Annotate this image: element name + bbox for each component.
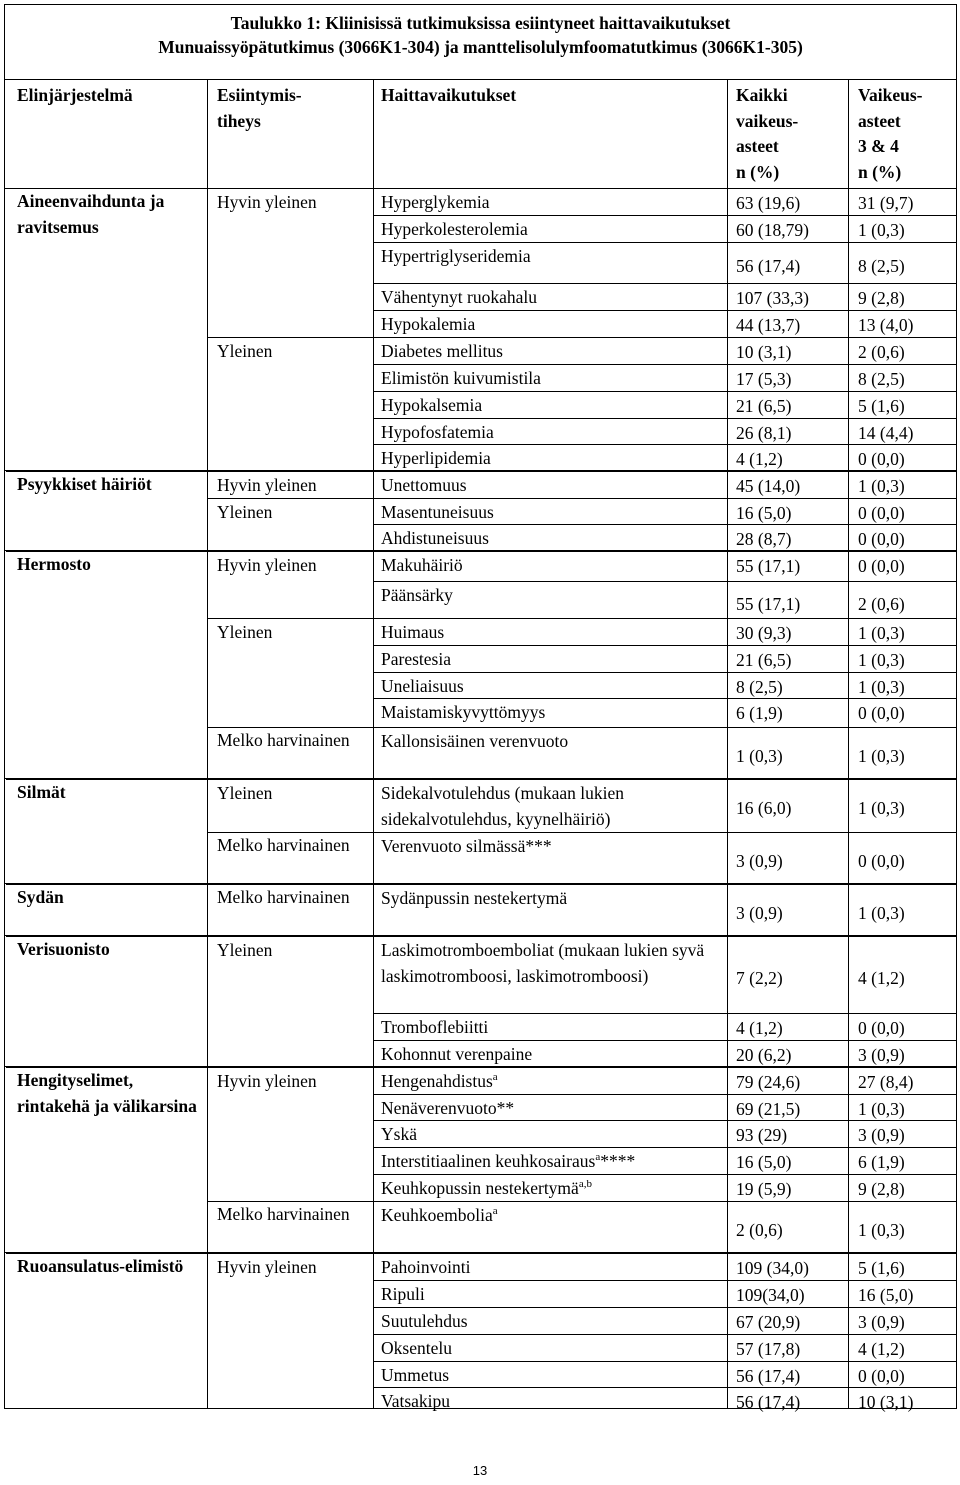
all-grades-value: 109 (34,0) <box>736 1258 809 1278</box>
all-grades-value: 93 (29) <box>736 1125 788 1145</box>
all-grades-value: 56 (17,4) <box>736 256 801 276</box>
organ-system-cell: Psyykkiset häiriöt <box>17 474 152 494</box>
grade-3-4-value: 31 (9,7) <box>858 193 914 213</box>
adverse-effect-cell: Uneliaisuus <box>381 676 464 696</box>
frequency-cell: Hyvin yleinen <box>217 1257 317 1277</box>
adverse-effect-cell: Sidekalvotulehdus (mukaan lukien sidekalvotulehdus, kyynelhäiriö) <box>381 783 625 829</box>
adverse-effect-cell <box>381 1176 721 1202</box>
row-rule <box>6 779 956 780</box>
adverse-effect-cell: Hypertriglyseridemia <box>381 246 531 266</box>
column-rule <box>373 80 374 1408</box>
header-freq-line: Esiintymis- <box>217 85 302 105</box>
organ-system-cell: Ruoansulatus-elimistö <box>17 1256 184 1276</box>
header-all-line: Kaikki <box>736 85 788 105</box>
all-grades-value: 63 (19,6) <box>736 193 801 213</box>
row-rule <box>208 727 956 728</box>
column-rule <box>848 80 849 1408</box>
header-system <box>17 83 197 109</box>
frequency-cell: Yleinen <box>217 940 273 960</box>
grade-3-4-value: 1 (0,3) <box>858 903 905 923</box>
grade-3-4-value: 0 (0,0) <box>858 703 905 723</box>
adverse-effect-cell: Nenäverenvuoto** <box>381 1098 515 1118</box>
adverse-effect-cell: Laskimotromboemboliat (mukaan lukien syvä laskimotromboosi, laskimotromboosi) <box>381 940 705 986</box>
adverse-effect-cell: Elimistön kuivumistila <box>381 368 541 388</box>
frequency-cell: Melko harvinainen <box>217 835 350 855</box>
header-effect <box>381 83 721 109</box>
frequency-cell: Yleinen <box>217 622 273 642</box>
organ-system-cell: Hermosto <box>17 554 91 574</box>
adverse-effect-cell: Maistamiskyvyttömyys <box>381 702 546 722</box>
frequency-cell: Hyvin yleinen <box>217 555 317 575</box>
row-rule <box>374 444 956 445</box>
grade-3-4-value: 9 (2,8) <box>858 1179 905 1199</box>
grade-3-4-value: 1 (0,3) <box>858 220 905 240</box>
all-grades-value: 4 (1,2) <box>736 449 783 469</box>
header-grade-line: 3 & 4 <box>858 136 899 156</box>
grade-3-4-value: 5 (1,6) <box>858 396 905 416</box>
row-rule <box>6 936 956 937</box>
row-rule <box>374 1174 956 1175</box>
row-rule <box>374 698 956 699</box>
frequency-cell: Yleinen <box>217 783 273 803</box>
row-rule <box>374 391 956 392</box>
all-grades-value: 21 (6,5) <box>736 396 792 416</box>
adverse-effect-cell: Makuhäiriö <box>381 555 463 575</box>
row-rule <box>6 551 956 552</box>
grade-3-4-value: 27 (8,4) <box>858 1072 914 1092</box>
adverse-effect-cell: Sydänpussin nestekertymä <box>381 888 568 908</box>
adverse-effect-cell <box>381 1069 721 1095</box>
adverse-effect-cell: Parestesia <box>381 649 451 669</box>
effect-name: Hengenahdistus <box>381 1071 493 1091</box>
row-rule <box>374 418 956 419</box>
adverse-effect-cell: Diabetes mellitus <box>381 341 503 361</box>
row-rule <box>208 498 956 499</box>
grade-3-4-value: 3 (0,9) <box>858 1312 905 1332</box>
all-grades-value: 21 (6,5) <box>736 650 792 670</box>
row-rule <box>6 884 956 885</box>
grade-3-4-value: 1 (0,3) <box>858 1099 905 1119</box>
grade-3-4-value: 5 (1,6) <box>858 1258 905 1278</box>
row-rule <box>6 1253 956 1254</box>
all-grades-value: 60 (18,79) <box>736 220 809 240</box>
grade-3-4-value: 8 (2,5) <box>858 369 905 389</box>
row-rule <box>208 618 956 619</box>
row-rule <box>374 1147 956 1148</box>
grade-3-4-value: 10 (3,1) <box>858 1392 914 1412</box>
organ-system-cell: Silmät <box>17 782 66 802</box>
all-grades-value: 30 (9,3) <box>736 623 792 643</box>
all-grades-value: 16 (6,0) <box>736 798 792 818</box>
frequency-cell: Melko harvinainen <box>217 730 350 750</box>
adverse-effect-cell <box>381 1149 721 1175</box>
row-rule <box>374 672 956 673</box>
all-grades-value: 45 (14,0) <box>736 476 801 496</box>
grade-3-4-value: 2 (0,6) <box>858 593 905 614</box>
effect-name: Keuhkopussin nestekertymä <box>381 1178 579 1198</box>
all-grades-value: 67 (20,9) <box>736 1312 801 1332</box>
row-rule <box>6 1067 956 1068</box>
row-rule <box>208 337 956 338</box>
grade-3-4-value: 16 (5,0) <box>858 1285 914 1305</box>
row-rule <box>374 645 956 646</box>
row-rule <box>374 364 956 365</box>
all-grades-value: 16 (5,0) <box>736 503 792 523</box>
all-grades-value: 7 (2,2) <box>736 967 783 988</box>
header-grade <box>858 83 958 185</box>
grade-3-4-value: 1 (0,3) <box>858 746 905 766</box>
all-grades-value: 1 (0,3) <box>736 746 783 766</box>
all-grades-value: 4 (1,2) <box>736 1018 783 1038</box>
frequency-cell: Yleinen <box>217 341 273 361</box>
header-effect-line: Haittavaikutukset <box>381 85 517 105</box>
all-grades-value: 55 (17,1) <box>736 593 801 614</box>
adverse-effect-cell: Vatsakipu <box>381 1391 451 1411</box>
adverse-effect-cell: Huimaus <box>381 622 445 642</box>
adverse-effect-cell: Yskä <box>381 1124 417 1144</box>
all-grades-value: 28 (8,7) <box>736 529 792 549</box>
grade-3-4-value: 4 (1,2) <box>858 1339 905 1359</box>
organ-system-cell: Aineenvaihdunta ja ravitsemus <box>17 191 165 237</box>
header-all-line: n (%) <box>736 161 780 182</box>
all-grades-value: 107 (33,3) <box>736 288 809 308</box>
grade-3-4-value: 3 (0,9) <box>858 1045 905 1065</box>
header-freq <box>217 83 367 134</box>
header-rule <box>5 188 956 189</box>
grade-3-4-value: 6 (1,9) <box>858 1152 905 1172</box>
adverse-effect-cell: Oksentelu <box>381 1338 452 1358</box>
row-rule <box>374 524 956 525</box>
grade-3-4-value: 13 (4,0) <box>858 315 914 335</box>
all-grades-value: 56 (17,4) <box>736 1366 801 1386</box>
page-number: 13 <box>472 1463 488 1478</box>
row-rule <box>374 1387 956 1388</box>
all-grades-value: 19 (5,9) <box>736 1179 792 1199</box>
row-rule <box>374 1307 956 1308</box>
footnote-marker: a,b <box>578 1178 592 1191</box>
row-rule <box>374 581 956 582</box>
all-grades-value: 79 (24,6) <box>736 1072 801 1092</box>
grade-3-4-value: 0 (0,0) <box>858 1366 905 1386</box>
adverse-effect-cell: Masentuneisuus <box>381 502 494 522</box>
adverse-effect-cell: Pahoinvointi <box>381 1257 471 1277</box>
adverse-effect-cell: Hypokalemia <box>381 314 476 334</box>
organ-system-cell: Verisuonisto <box>17 939 110 959</box>
adverse-effect-cell: Kallonsisäinen verenvuoto <box>381 731 569 751</box>
adverse-effect-cell: Päänsärky <box>381 585 453 605</box>
adverse-effect-cell: Vähentynyt ruokahalu <box>381 287 537 307</box>
header-freq-line: tiheys <box>217 110 261 131</box>
all-grades-value: 56 (17,4) <box>736 1392 801 1412</box>
grade-3-4-value: 3 (0,9) <box>858 1125 905 1145</box>
organ-system-cell: Sydän <box>17 887 64 907</box>
adverse-effect-cell: Ripuli <box>381 1284 425 1304</box>
row-rule <box>374 242 956 243</box>
organ-system-cell: Hengityselimet, rintakehä ja välikarsina <box>17 1070 197 1116</box>
row-rule <box>374 1013 956 1014</box>
frequency-cell: Hyvin yleinen <box>217 475 317 495</box>
all-grades-value: 109(34,0) <box>736 1285 805 1305</box>
row-rule <box>374 1361 956 1362</box>
all-grades-value: 57 (17,8) <box>736 1339 801 1359</box>
grade-3-4-value: 0 (0,0) <box>858 529 905 549</box>
row-rule <box>374 215 956 216</box>
all-grades-value: 69 (21,5) <box>736 1099 801 1119</box>
grade-3-4-value: 1 (0,3) <box>858 798 905 818</box>
footnote-marker: a <box>492 1205 498 1218</box>
all-grades-value: 20 (6,2) <box>736 1045 792 1065</box>
footnote-marker: a <box>492 1071 498 1084</box>
all-grades-value: 10 (3,1) <box>736 342 792 362</box>
all-grades-value: 17 (5,3) <box>736 369 792 389</box>
grade-3-4-value: 9 (2,8) <box>858 288 905 308</box>
grade-3-4-value: 2 (0,6) <box>858 342 905 362</box>
row-rule <box>208 1201 956 1202</box>
footnote-asterisks: **** <box>600 1151 636 1171</box>
frequency-cell: Hyvin yleinen <box>217 192 317 212</box>
all-grades-value: 55 (17,1) <box>736 556 801 576</box>
row-rule <box>208 832 956 833</box>
grade-3-4-value: 0 (0,0) <box>858 851 905 871</box>
grade-3-4-value: 14 (4,4) <box>858 423 914 443</box>
row-rule <box>374 283 956 284</box>
header-grade-line: asteet <box>858 110 901 131</box>
frequency-cell: Yleinen <box>217 502 273 522</box>
header-all <box>736 83 846 185</box>
all-grades-value: 6 (1,9) <box>736 703 783 723</box>
adverse-effect-cell: Ummetus <box>381 1365 450 1385</box>
effect-name: Keuhkoembolia <box>381 1205 493 1225</box>
grade-3-4-value: 1 (0,3) <box>858 650 905 670</box>
grade-3-4-value: 4 (1,2) <box>858 967 905 988</box>
row-rule <box>374 1040 956 1041</box>
frequency-cell: Melko harvinainen <box>217 1204 350 1224</box>
all-grades-value: 2 (0,6) <box>736 1220 783 1240</box>
adverse-effect-cell: Hypofosfatemia <box>381 422 494 442</box>
grade-3-4-value: 0 (0,0) <box>858 1018 905 1038</box>
all-grades-value: 16 (5,0) <box>736 1152 792 1172</box>
adverse-effect-cell <box>381 1203 721 1229</box>
header-all-line: vaikeus- <box>736 110 799 131</box>
adverse-effect-cell: Hypokalsemia <box>381 395 483 415</box>
column-rule <box>207 80 208 1408</box>
all-grades-value: 3 (0,9) <box>736 903 783 923</box>
table-title <box>5 5 956 80</box>
adverse-effect-cell: Kohonnut verenpaine <box>381 1044 533 1064</box>
effect-name: Interstitiaalinen keuhkosairaus <box>381 1151 596 1171</box>
grade-3-4-value: 1 (0,3) <box>858 677 905 697</box>
header-grade-line: n (%) <box>858 161 902 182</box>
header-system-line: Elinjärjestelmä <box>17 85 133 105</box>
frequency-cell: Hyvin yleinen <box>217 1071 317 1091</box>
adverse-effect-cell: Tromboflebiitti <box>381 1017 489 1037</box>
header-grade-line: Vaikeus- <box>858 85 923 105</box>
adverse-effect-cell: Hyperkolesterolemia <box>381 219 528 239</box>
adverse-effect-cell: Ahdistuneisuus <box>381 528 489 548</box>
grade-3-4-value: 0 (0,0) <box>858 503 905 523</box>
all-grades-value: 3 (0,9) <box>736 851 783 871</box>
table-title-line-2: Munuaissyöpätutkimus (3066K1-304) ja manttelisolulymfoomatutkimus (3066K1-305) <box>158 37 803 57</box>
all-grades-value: 44 (13,7) <box>736 315 801 335</box>
row-rule <box>374 1094 956 1095</box>
frequency-cell: Melko harvinainen <box>217 887 350 907</box>
row-rule <box>6 471 956 472</box>
adverse-effect-cell: Suutulehdus <box>381 1311 468 1331</box>
adverse-effect-cell: Hyperglykemia <box>381 192 490 212</box>
table-frame <box>4 4 957 1412</box>
table-title-line-1: Taulukko 1: Kliinisissä tutkimuksissa esiintyneet haittavaikutukset <box>230 13 731 33</box>
row-rule <box>374 1120 956 1121</box>
adverse-effect-cell: Hyperlipidemia <box>381 448 491 468</box>
row-rule <box>374 1280 956 1281</box>
row-rule <box>374 1334 956 1335</box>
adverse-effect-cell: Verenvuoto silmässä*** <box>381 836 552 856</box>
row-rule <box>374 310 956 311</box>
all-grades-value: 8 (2,5) <box>736 677 783 697</box>
grade-3-4-value: 1 (0,3) <box>858 623 905 643</box>
grade-3-4-value: 8 (2,5) <box>858 256 905 276</box>
grade-3-4-value: 1 (0,3) <box>858 1220 905 1240</box>
grade-3-4-value: 1 (0,3) <box>858 476 905 496</box>
header-all-line: asteet <box>736 136 779 156</box>
grade-3-4-value: 0 (0,0) <box>858 556 905 576</box>
footnote-marker: a <box>595 1151 601 1164</box>
adverse-effect-cell: Unettomuus <box>381 475 467 495</box>
all-grades-value: 26 (8,1) <box>736 423 792 443</box>
column-rule <box>727 80 728 1408</box>
grade-3-4-value: 0 (0,0) <box>858 449 905 469</box>
